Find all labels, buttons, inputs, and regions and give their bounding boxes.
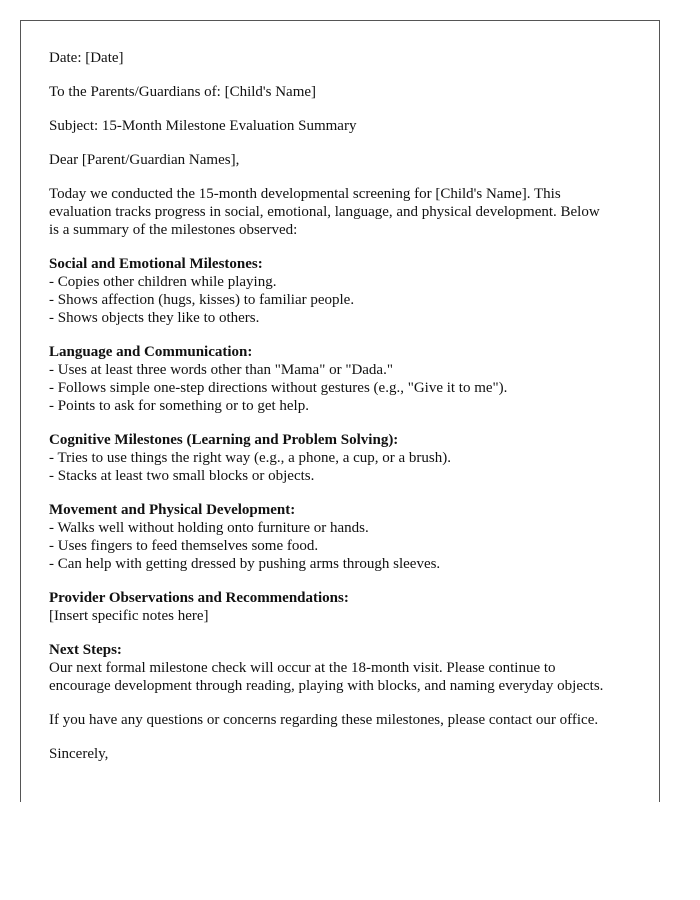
milestone-item: - Uses at least three words other than "Mama" or "Dada."	[49, 362, 393, 378]
milestone-item: - Can help with getting dressed by pushing arms through sleeves.	[49, 556, 441, 572]
closing-note: If you have any questions or concerns regarding these milestones, please contact our office.	[49, 712, 599, 728]
letter-body	[49, 49, 609, 779]
section-heading: Next Steps:	[49, 642, 122, 658]
section-heading: Provider Observations and Recommendations:	[49, 590, 349, 606]
letter-recipient: To the Parents/Guardians of: [Child's Name]	[49, 84, 317, 100]
letter-subject: Subject: 15-Month Milestone Evaluation Summary	[49, 118, 357, 134]
letter-date: Date: [Date]	[49, 50, 124, 66]
section-movement	[49, 501, 609, 573]
section-provider-observations	[49, 589, 609, 625]
milestone-item: - Uses fingers to feed themselves some food.	[49, 538, 319, 554]
milestone-item: - Stacks at least two small blocks or objects.	[49, 468, 315, 484]
milestone-item: - Follows simple one-step directions without gestures (e.g., "Give it to me").	[49, 380, 508, 396]
section-heading: Social and Emotional Milestones:	[49, 256, 263, 272]
section-heading: Movement and Physical Development:	[49, 502, 296, 518]
section-next-steps	[49, 641, 609, 695]
milestone-item: - Shows affection (hugs, kisses) to familiar people.	[49, 292, 355, 308]
letter-salutation: Dear [Parent/Guardian Names],	[49, 152, 240, 168]
provider-notes-placeholder: [Insert specific notes here]	[49, 608, 209, 624]
letter-intro: Today we conducted the 15-month developmental screening for [Child's Name]. This evaluation tracks progress in social, emotional, language, and physical development. Below is a summary of the milestones observed:	[49, 186, 600, 238]
section-heading: Language and Communication:	[49, 344, 253, 360]
letter-signoff: Sincerely,	[49, 746, 109, 762]
milestone-item: - Walks well without holding onto furniture or hands.	[49, 520, 369, 536]
milestone-item: - Copies other children while playing.	[49, 274, 277, 290]
section-cognitive	[49, 431, 609, 485]
milestone-item: - Points to ask for something or to get help.	[49, 398, 309, 414]
section-heading: Cognitive Milestones (Learning and Problem Solving):	[49, 432, 399, 448]
section-social-emotional	[49, 255, 609, 327]
section-language	[49, 343, 609, 415]
letter-page	[20, 20, 660, 802]
milestone-item: - Tries to use things the right way (e.g., a phone, a cup, or a brush).	[49, 450, 452, 466]
next-steps-text: Our next formal milestone check will occur at the 18-month visit. Please continue to encourage development through reading, playing with blocks, and naming everyday objects.	[49, 660, 604, 694]
milestone-item: - Shows objects they like to others.	[49, 310, 260, 326]
